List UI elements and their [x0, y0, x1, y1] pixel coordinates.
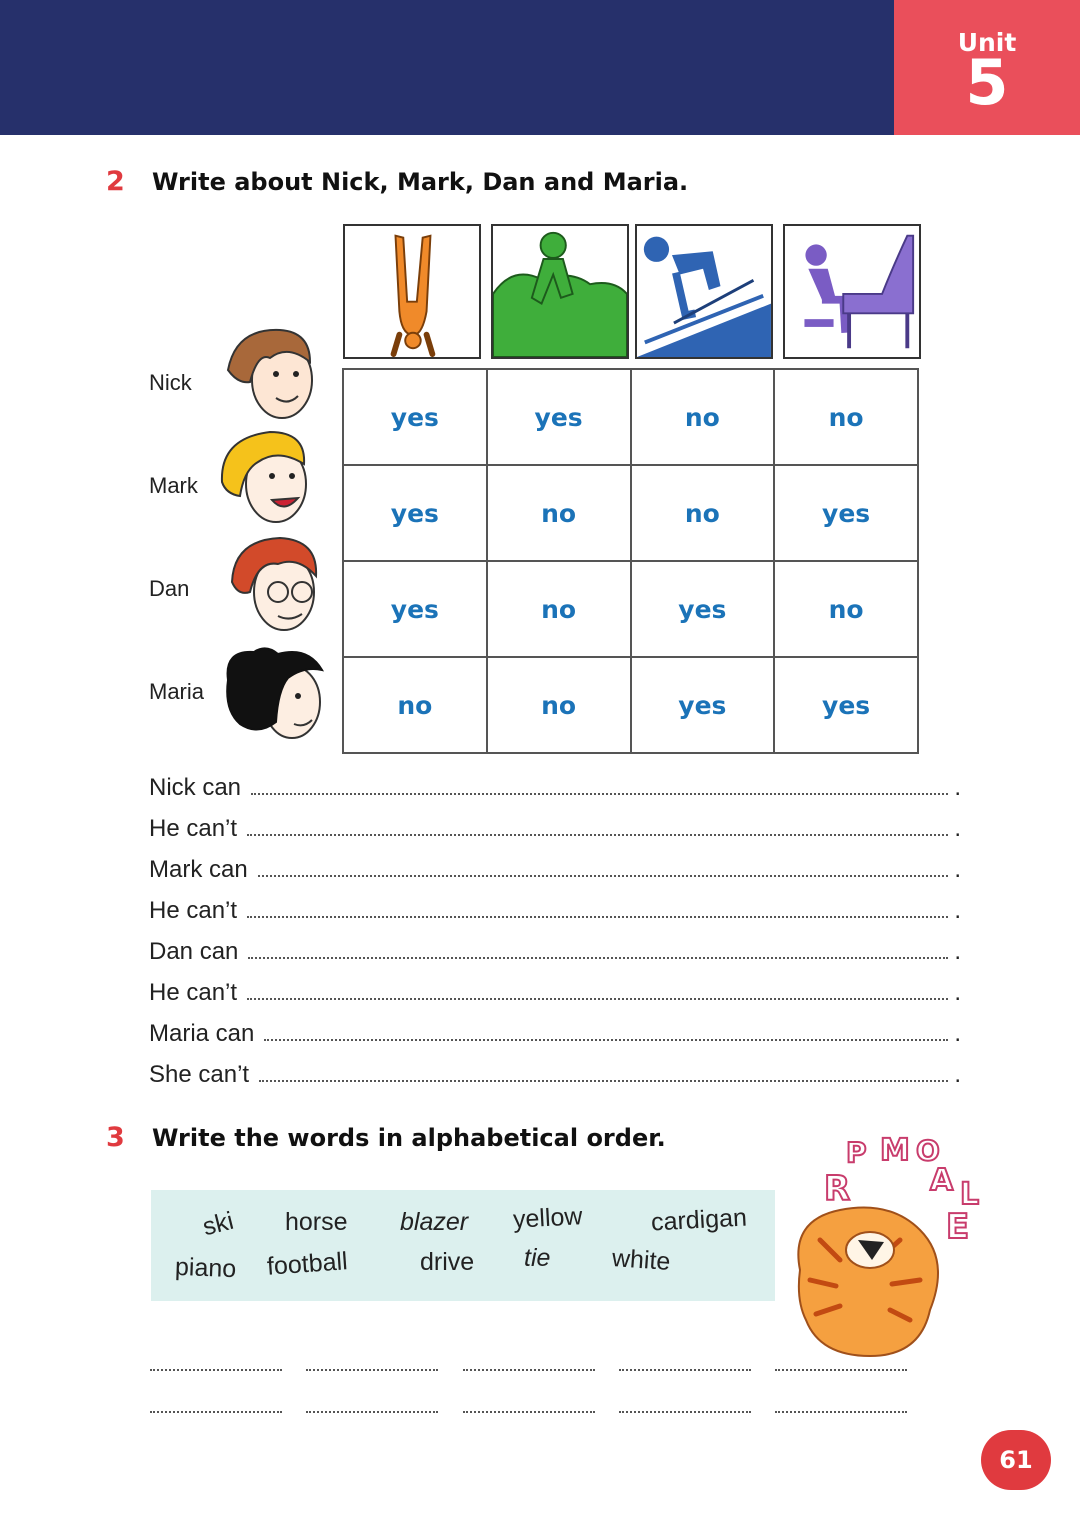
skiing-icon: [635, 224, 773, 359]
answer-field[interactable]: [251, 792, 948, 795]
grid-cell: no: [487, 465, 631, 561]
full-stop: .: [954, 979, 961, 1006]
full-stop: .: [954, 1020, 961, 1047]
grid-row-maria: [343, 657, 918, 753]
grid-cell: no: [631, 465, 775, 561]
answer-field[interactable]: [258, 874, 949, 877]
answer-field[interactable]: [259, 1079, 948, 1082]
grid-cell: no: [343, 657, 487, 753]
sentence-line[interactable]: [149, 932, 961, 966]
grid-cell: no: [487, 657, 631, 753]
answer-line[interactable]: [306, 1410, 438, 1413]
name-label-nick: Nick: [149, 370, 192, 395]
sentence-start: He can’t: [149, 979, 238, 1006]
answer-line[interactable]: [150, 1368, 282, 1371]
sentence-start: Mark can: [149, 856, 248, 883]
grid-row-dan: [343, 561, 918, 657]
name-label-maria: Maria: [149, 679, 205, 704]
grid-cell: yes: [774, 657, 918, 753]
name-label-mark: Mark: [149, 473, 198, 498]
handstand-icon: [343, 224, 481, 359]
full-stop: .: [954, 938, 961, 965]
answer-field[interactable]: [247, 915, 948, 918]
answer-line[interactable]: [463, 1368, 595, 1371]
tiger-letter: A: [930, 1163, 954, 1198]
sentence-line[interactable]: [149, 973, 961, 1007]
piano-icon: [783, 224, 921, 359]
exercise-3-number: 3: [106, 1122, 125, 1153]
maria-face-icon: [218, 640, 338, 745]
sentence-line[interactable]: [149, 850, 961, 884]
word-cardigan: cardigan: [650, 1203, 748, 1237]
nick-face-icon: [218, 322, 338, 427]
grid-cell: yes: [631, 657, 775, 753]
grid-cell: no: [631, 369, 775, 465]
exercise-3-title: Write the words in alphabetical order.: [152, 1124, 666, 1152]
tiger-letter: O: [916, 1134, 940, 1167]
tiger-letter: R: [824, 1169, 851, 1209]
sentence-line[interactable]: [149, 768, 961, 802]
word-horse: horse: [285, 1208, 348, 1236]
grid-cell: yes: [343, 465, 487, 561]
word-ski: ski: [199, 1206, 237, 1242]
tiger-illustration: [780, 1130, 1010, 1360]
horse-riding-icon: [491, 224, 629, 359]
answer-field[interactable]: [247, 997, 948, 1000]
sentence-line[interactable]: [149, 1014, 961, 1048]
word-football: football: [266, 1247, 349, 1281]
grid-row-mark: [343, 465, 918, 561]
sentence-line[interactable]: [149, 809, 961, 843]
grid-cell: no: [774, 369, 918, 465]
mark-face-icon: [218, 428, 338, 533]
word-tie: tie: [524, 1244, 551, 1272]
tiger-letter: L: [960, 1177, 980, 1212]
word-blazer: blazer: [400, 1208, 469, 1236]
word-white: white: [611, 1243, 672, 1277]
grid-cell: yes: [631, 561, 775, 657]
header-bar: [0, 0, 894, 135]
sentence-start: He can’t: [149, 815, 238, 842]
full-stop: .: [954, 856, 961, 883]
unit-tab: [894, 0, 1080, 135]
word-drive: drive: [420, 1248, 475, 1276]
exercise-2-title: Write about Nick, Mark, Dan and Maria.: [152, 168, 689, 196]
name-label-dan: Dan: [149, 576, 190, 601]
grid-cell: no: [774, 561, 918, 657]
sentence-line[interactable]: [149, 1055, 961, 1089]
answer-field[interactable]: [247, 833, 948, 836]
grid-cell: no: [487, 561, 631, 657]
answer-line[interactable]: [775, 1368, 907, 1371]
tiger-letter: M: [880, 1133, 910, 1168]
sentence-line[interactable]: [149, 891, 961, 925]
unit-label: Unit: [957, 28, 1017, 57]
answer-line[interactable]: [150, 1410, 282, 1413]
sentence-start: Dan can: [149, 938, 239, 965]
full-stop: .: [954, 897, 961, 924]
grid-cell: yes: [774, 465, 918, 561]
unit-number: 5: [965, 46, 1009, 119]
page-number: 61: [981, 1430, 1051, 1490]
tiger-letter: E: [946, 1207, 970, 1247]
answer-line[interactable]: [619, 1410, 751, 1413]
sentence-start: He can’t: [149, 897, 238, 924]
answer-line[interactable]: [619, 1368, 751, 1371]
sentence-start: Nick can: [149, 774, 242, 801]
word-piano: piano: [174, 1252, 237, 1284]
full-stop: .: [954, 1061, 961, 1088]
exercise-2-number: 2: [106, 166, 125, 197]
sentence-start: She can’t: [149, 1061, 250, 1088]
answer-field[interactable]: [248, 956, 948, 959]
grid-cell: yes: [343, 369, 487, 465]
answer-field[interactable]: [264, 1038, 948, 1041]
word-yellow: yellow: [512, 1202, 584, 1234]
grid-row-nick: [343, 369, 918, 465]
tiger-letter: P: [846, 1136, 867, 1169]
answer-line[interactable]: [463, 1410, 595, 1413]
full-stop: .: [954, 815, 961, 842]
sentence-start: Maria can: [149, 1020, 255, 1047]
word-box: [151, 1190, 775, 1301]
grid-cell: yes: [343, 561, 487, 657]
grid-cell: yes: [487, 369, 631, 465]
dan-face-icon: [218, 532, 338, 637]
answer-line[interactable]: [775, 1410, 907, 1413]
answer-line[interactable]: [306, 1368, 438, 1371]
full-stop: .: [954, 774, 961, 801]
answer-grid: [342, 368, 919, 754]
